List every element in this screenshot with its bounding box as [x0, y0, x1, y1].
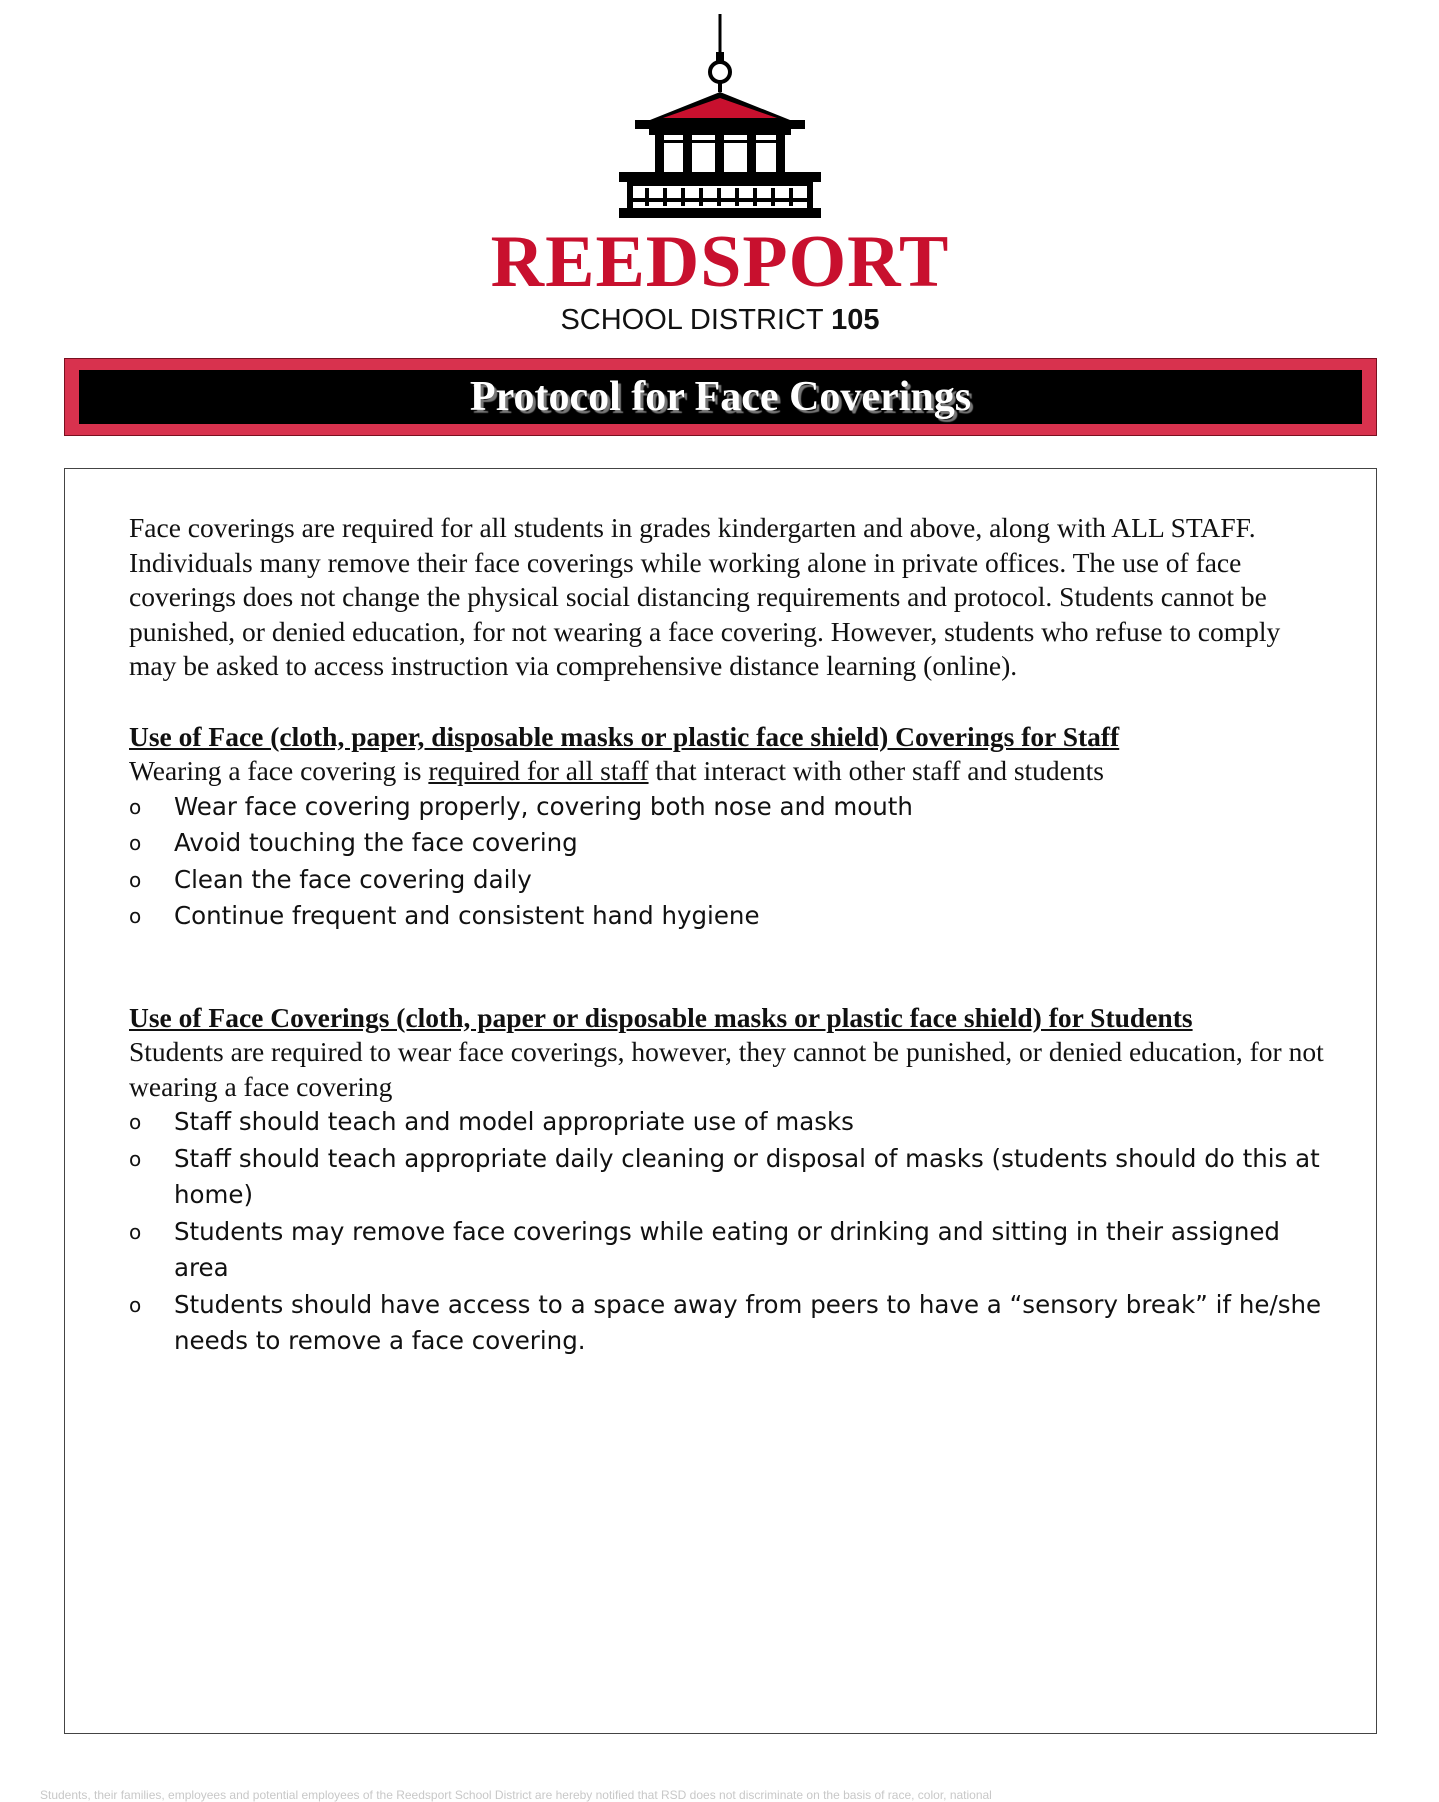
list-item — [129, 1214, 1329, 1287]
list-item-text: Continue frequent and consistent hand hygiene — [174, 901, 760, 930]
staff-lead-emphasis: required for all staff — [428, 755, 649, 786]
list-item-text: Students should have access to a space away from peers to have a “sensory break” if he/she needs to remove a face covering. — [174, 1289, 1322, 1355]
district-label: SCHOOL DISTRICT — [560, 304, 824, 336]
bullet-icon: o — [129, 794, 142, 819]
district-name: REEDSPORT — [490, 221, 950, 303]
title-banner-inner — [79, 370, 1362, 424]
list-item-text: Wear face covering properly, covering both nose and mouth — [174, 791, 913, 821]
bullet-icon: o — [129, 904, 142, 928]
students-list — [129, 1104, 1329, 1360]
district-logo — [485, 12, 955, 336]
footer-notice: Students, their families, employees and potential employees of the Reedsport School District are hereby notified that RSD does not discriminate on the basis of race, color, national — [40, 1788, 992, 1802]
staff-lead-tail: that interact with other staff and students — [648, 755, 1104, 786]
list-item-text: Clean the face covering daily — [174, 864, 532, 894]
bullet-icon: o — [129, 831, 142, 855]
staff-heading: Use of Face (cloth, paper, disposable masks or plastic face shield) Coverings for Staff — [129, 720, 1120, 752]
students-heading: Use of Face Coverings (cloth, paper or disposable masks or plastic face shield) for Students — [129, 1001, 1193, 1033]
list-item — [129, 1104, 1329, 1141]
bullet-icon: o — [129, 1110, 142, 1134]
page-title: Protocol for Face Coverings — [469, 374, 972, 420]
district-subtitle — [485, 306, 955, 335]
list-item — [129, 898, 1329, 935]
list-item-text: Staff should teach and model appropriate use of masks — [174, 1107, 854, 1136]
title-banner — [64, 358, 1377, 436]
list-item — [129, 1141, 1329, 1214]
students-lead: Students are required to wear face coverings, however, they cannot be punished, or denied education, for not wearing a face covering — [129, 1036, 1324, 1102]
list-item — [129, 1287, 1329, 1360]
bullet-icon: o — [129, 1146, 142, 1171]
content-box — [64, 468, 1377, 1734]
gazebo-logo-icon — [605, 12, 835, 227]
list-item — [129, 862, 1329, 899]
list-item — [129, 825, 1329, 862]
staff-lead-text: Wearing a face covering is — [129, 755, 429, 786]
staff-lead — [129, 754, 1329, 789]
bullet-icon: o — [129, 867, 142, 892]
bullet-icon: o — [129, 1219, 142, 1244]
list-item — [129, 789, 1329, 826]
bullet-icon: o — [129, 1292, 142, 1317]
intro-paragraph: Face coverings are required for all students in grades kindergarten and above, along with ALL STAFF. Individuals many remove their face coverings while working alone in private offices. The use of face coverings does not change the physical social distancing requirements and protocol. Students cannot be punished, or denied education, for not wearing a face covering. However, students who refuse to comply may be asked to access instruction via comprehensive distance learning (online). — [129, 512, 1281, 681]
staff-list — [129, 789, 1329, 935]
list-item-text: Staff should teach appropriate daily cleaning or disposal of masks (students should do this at home) — [174, 1143, 1320, 1209]
content — [129, 511, 1329, 1360]
list-item-text: Students may remove face coverings while eating or drinking and sitting in their assigned area — [174, 1216, 1280, 1282]
district-number: 105 — [831, 304, 880, 336]
list-item-text: Avoid touching the face covering — [174, 828, 578, 857]
